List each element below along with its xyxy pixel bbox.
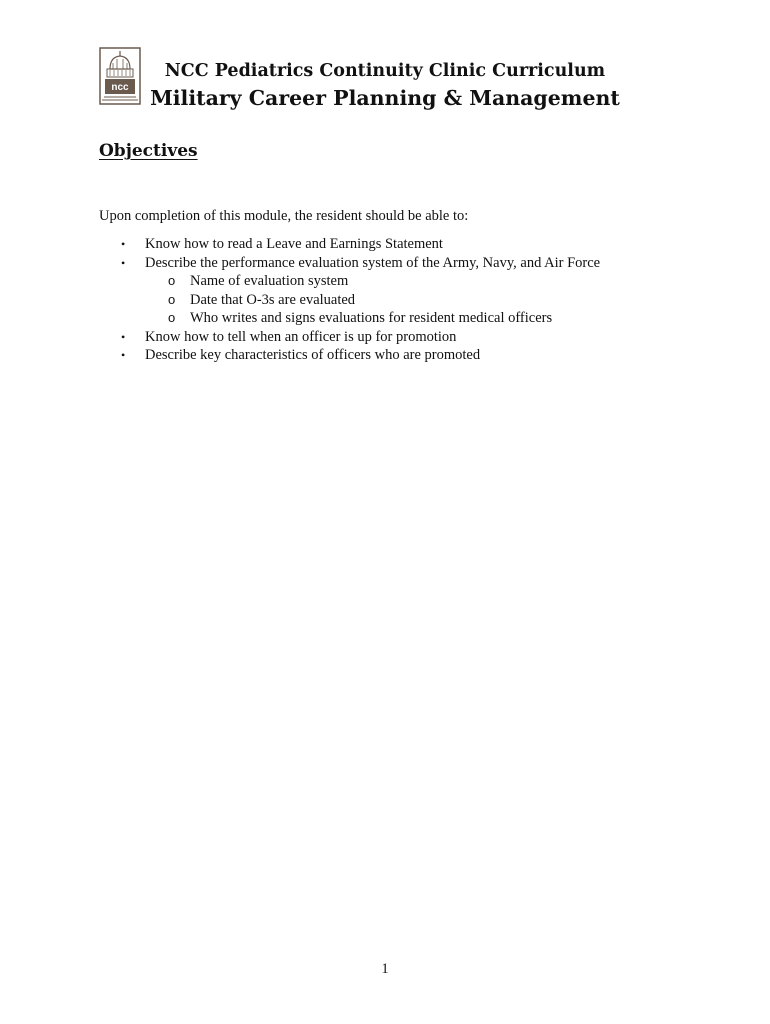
capitol-dome-icon — [98, 45, 144, 107]
objective-subitem — [145, 309, 600, 328]
ncc-logo — [98, 45, 144, 119]
circle-bullet-icon: o — [168, 291, 176, 307]
objective-sublist — [145, 272, 600, 328]
objective-text: Know how to read a Leave and Earnings Statement — [145, 236, 443, 252]
objective-text: Describe key characteristics of officers who are promoted — [145, 347, 481, 363]
logo-wordmark: ncc — [111, 82, 129, 93]
objective-subitem-text: Name of evaluation system — [190, 273, 349, 289]
bullet-icon: • — [121, 348, 126, 362]
objective-item — [0, 254, 600, 328]
objective-subitem-text: Who writes and signs evaluations for resident medical officers — [190, 310, 553, 326]
objective-text: Know how to tell when an officer is up for promotion — [145, 328, 457, 345]
bullet-icon: • — [121, 237, 126, 251]
circle-bullet-icon: o — [168, 310, 176, 325]
objectives-heading: Objectives — [99, 141, 198, 161]
objective-item — [0, 328, 600, 347]
bullet-icon: • — [121, 255, 126, 270]
circle-bullet-icon: o — [168, 273, 176, 288]
objective-text: Describe the performance evaluation system of the Army, Navy, and Air Force — [145, 254, 601, 271]
page-number: 1 — [381, 961, 389, 977]
curriculum-title: NCC Pediatrics Continuity Clinic Curriculum — [164, 61, 606, 81]
objective-subitem — [145, 291, 600, 310]
objective-subitem-text: Date that O-3s are evaluated — [190, 291, 356, 308]
objective-item — [0, 346, 600, 365]
objectives-intro: Upon completion of this module, the resident should be able to: — [99, 208, 469, 224]
objective-item — [0, 235, 600, 254]
bullet-icon: • — [121, 329, 126, 344]
module-title: Military Career Planning & Management — [150, 86, 620, 110]
objective-subitem — [145, 272, 600, 291]
objectives-list — [0, 235, 600, 365]
